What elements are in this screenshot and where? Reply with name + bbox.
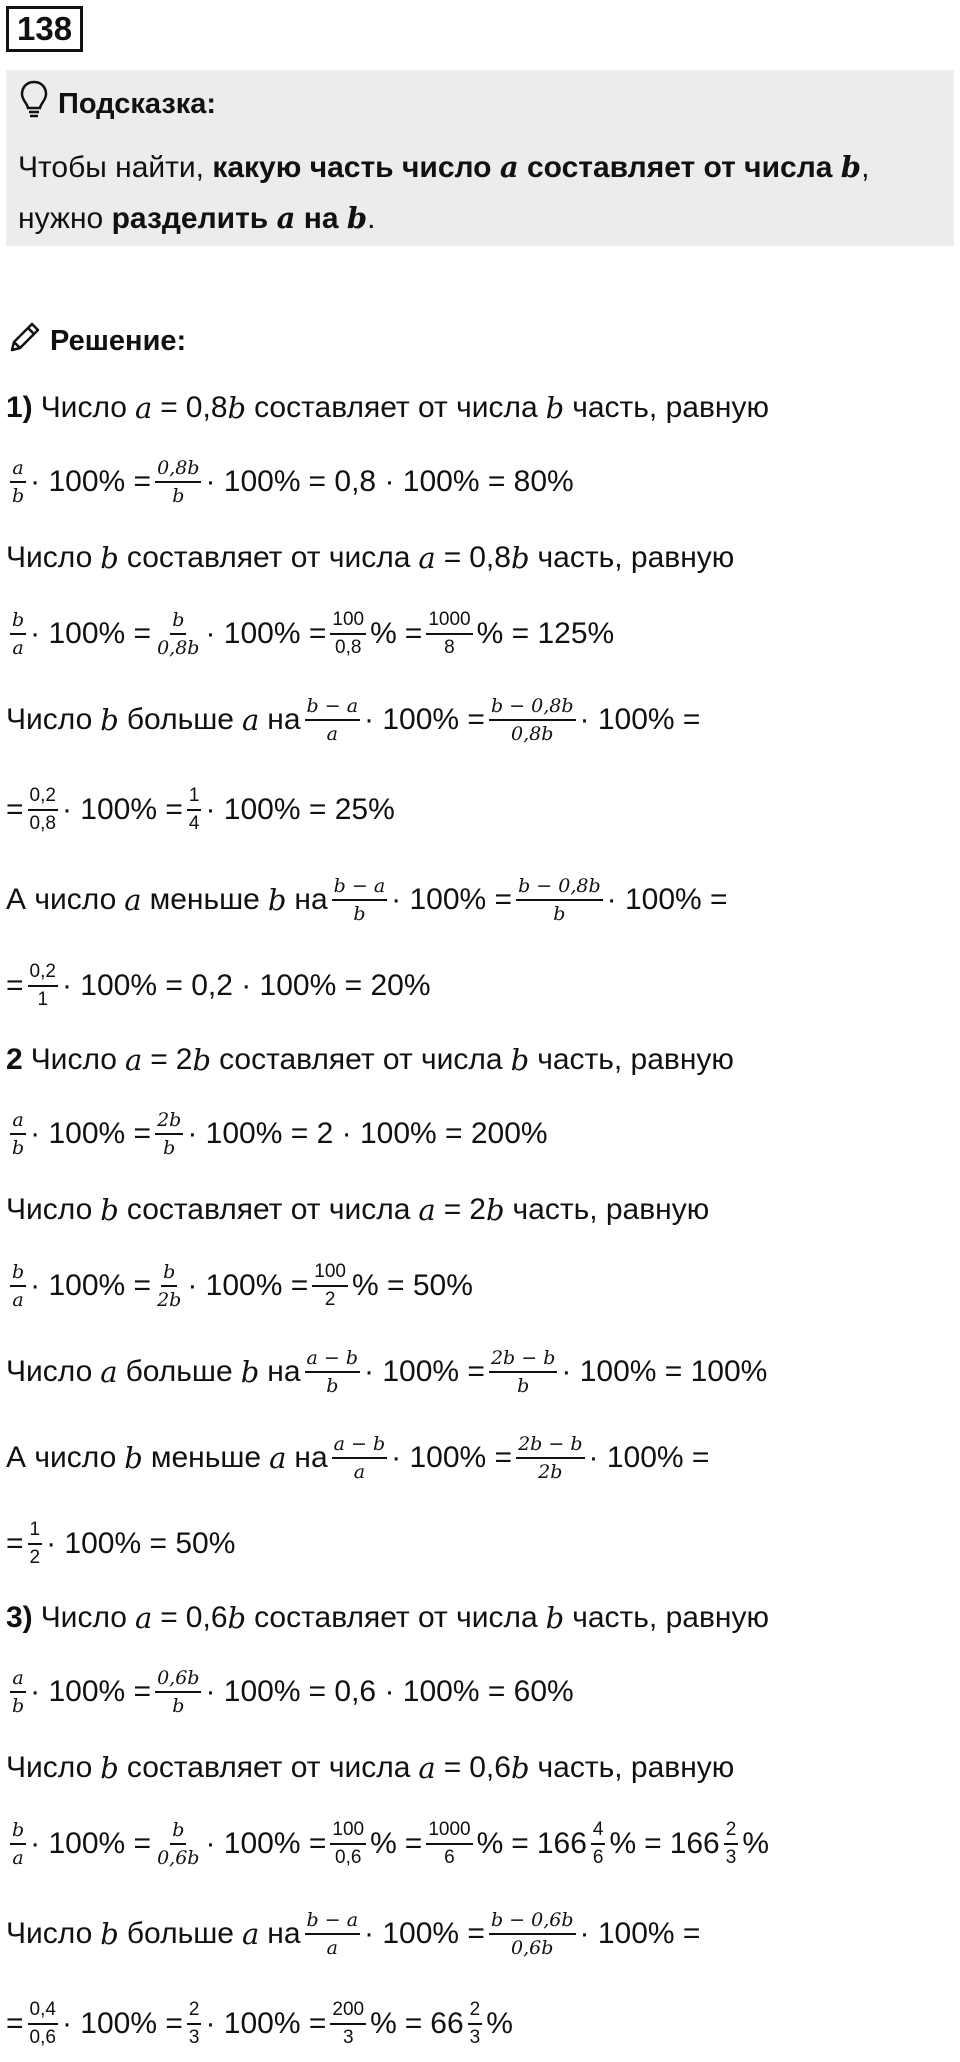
part-number: 1) [6,391,33,424]
eq: = [404,2007,423,2040]
hint-box [6,70,954,246]
denominator: 0,6b [157,1847,200,1869]
fraction [426,1818,472,1870]
solution-header [8,318,186,364]
expr: · 100% = 50% [46,1527,236,1560]
denominator: b [353,903,366,925]
expr: = 0,6 · 100% = 60% [308,1675,574,1708]
var-b: b [227,1601,247,1635]
coef: 0,8 [185,391,228,424]
coef: 0,6 [185,1601,228,1634]
numerator: 2 [724,1818,739,1845]
numerator: 1000 [426,608,472,635]
solution-line [6,1514,235,1574]
numerator: 4 [591,1818,606,1845]
eq: = [6,2007,24,2040]
solution-line [6,1814,769,1874]
var-b: b [510,1751,530,1785]
expr: · 100% [205,1675,301,1708]
word: на [267,1917,301,1950]
task-number: 138 [6,6,83,52]
solution-line [6,956,431,1016]
word: Число [30,1043,117,1076]
solution-line [6,1994,513,2054]
fraction [28,1518,43,1570]
var-a: a [134,1601,153,1635]
whole: 166 [536,1827,587,1860]
solution-line [6,1342,767,1402]
expr: · 100% = [391,1441,513,1474]
eq: = [443,1751,462,1784]
numerator: b − a [305,1908,361,1935]
expr: · 100% = [606,883,728,916]
denominator: 0,6b [511,1937,554,1959]
expr: · 100% = [30,1269,152,1302]
eq: = [443,541,462,574]
fraction [489,694,576,746]
denominator: 3 [725,1847,737,1868]
word: часть, равную [537,1751,735,1784]
expr: · 100% = [364,703,485,736]
hint-text-part: нужно [18,202,112,235]
hint-title: Подсказка: [58,87,217,120]
numerator: a [10,1666,25,1693]
eq: = [160,1601,178,1634]
word: Число [6,1751,93,1784]
var-a: a [269,1441,287,1475]
var-b: b [510,541,530,575]
word: на [267,1355,301,1388]
var-b: b [100,1751,119,1785]
numerator: 1 [28,1518,43,1545]
hint-var: b [346,201,368,235]
expr: · 100% = [61,793,183,826]
numerator: 2b − b [516,1432,584,1459]
numerator: b − 0,8b [489,694,576,721]
solution-line [6,1428,709,1488]
var-b: b [510,1043,530,1077]
var-b: b [267,883,287,917]
denominator: b [517,1375,530,1397]
fraction [155,456,201,508]
var-a: a [134,391,153,425]
eq: = [404,1827,423,1860]
denominator: a [326,1937,338,1959]
word: меньше [149,883,260,916]
var-a: a [241,1917,260,1951]
denominator: 8 [444,637,455,658]
expr: · 100% = [391,883,513,916]
numerator: 2 [468,1998,483,2025]
numerator: 0,2 [28,960,58,987]
hint-text-part: . [367,202,376,235]
var-a: a [124,1043,143,1077]
numerator: 1 [187,784,202,811]
hint-header [20,82,216,126]
word: составляет от числа [126,1193,411,1226]
numerator: b [10,1260,26,1287]
word: больше [126,1917,234,1950]
expr: % [742,1827,770,1860]
eq: = [511,1827,529,1860]
word: Число [6,541,93,574]
whole: 66 [430,2007,464,2040]
denominator: b [172,1695,185,1717]
coef: 2 [469,1193,486,1226]
solution-line [6,870,728,930]
fraction [28,960,58,1012]
word: часть, равную [537,541,735,574]
expr: · 100% = [61,2007,183,2040]
fraction [155,608,201,660]
fraction [330,1818,366,1870]
fraction [332,1432,388,1484]
eq: = [150,1043,168,1076]
fraction [305,1908,361,1960]
denominator: a [353,1461,366,1483]
numerator: b [170,1818,186,1845]
word: составляет от числа [219,1043,503,1076]
var-b: b [545,1601,565,1635]
var-b: b [100,541,119,575]
numerator: b − 0,8b [516,874,603,901]
expr: · 100% = [187,1269,309,1302]
numerator: a [10,456,25,483]
denominator: 0,8b [157,637,200,659]
fraction [155,1108,183,1160]
var-a: a [124,883,142,917]
numerator: b − a [332,874,388,901]
eq: = [6,1527,24,1560]
denominator: a [12,637,24,659]
denominator: 2 [29,1547,41,1568]
coef: 2 [175,1043,193,1076]
numerator: 0,2 [28,784,58,811]
var-b: b [545,391,565,425]
numerator: 2 [187,1998,202,2025]
hint-text-part: Чтобы найти, [18,151,213,184]
word: часть, равную [512,1193,710,1226]
part-number: 2 [6,1043,23,1076]
expr: % = 50% [351,1269,473,1302]
solution-line [6,378,769,438]
fraction [591,1818,606,1870]
eq: = [6,793,24,826]
expr: · 100% = [30,1117,152,1150]
numerator: b [170,608,186,635]
solution-line [6,1256,473,1316]
mixed-number [430,1998,486,2050]
var-b: b [100,1193,119,1227]
mixed-number [537,1818,610,1870]
denominator: a [12,1847,24,1869]
expr: · 100% = [205,2007,327,2040]
hint-var: b [840,150,862,184]
fraction [155,1818,201,1870]
word: на [267,703,301,736]
word: Число [40,1601,127,1634]
fraction [489,1346,557,1398]
expr: · 100% = 100% [561,1355,768,1388]
denominator: b [12,1137,25,1159]
numerator: 200 [330,1998,366,2025]
denominator: 4 [188,813,200,834]
lightbulb-icon [20,80,48,128]
denominator: 0,8 [335,637,362,658]
word: часть, равную [572,391,769,424]
var-a: a [418,541,436,575]
numerator: b − a [305,694,361,721]
var-a: a [241,703,260,737]
coef: 0,8 [469,541,511,574]
whole: 166 [669,1827,720,1860]
fraction [468,1998,483,2050]
expr: % [486,2007,513,2040]
var-a: a [418,1751,436,1785]
expr: · 100% = 25% [205,793,395,826]
denominator: b [163,1137,176,1159]
word: часть, равную [572,1601,769,1634]
expr: % [370,2007,397,2040]
fraction [305,1346,361,1398]
denominator: b [172,485,185,507]
expr: · 100% = [30,617,152,650]
numerator: 0,4 [28,1998,58,2025]
expr: · 100% = [30,1675,152,1708]
word: больше [125,1355,233,1388]
expr: = 0,8 · 100% = 80% [308,465,574,498]
fraction [330,608,366,660]
solution-line [6,452,574,512]
numerator: 2b [155,1108,183,1135]
var-b: b [240,1355,260,1389]
word: часть, равную [537,1043,734,1076]
denominator: 0,8 [29,813,56,834]
denominator: b [12,1695,25,1717]
word: составляет от числа [254,1601,538,1634]
part-number: 3) [6,1601,33,1634]
word: Число [6,1193,93,1226]
numerator: b [10,1818,26,1845]
hint-var: a [499,150,519,184]
fraction [332,874,388,926]
eq: = [443,1193,462,1226]
numerator: 100 [330,1818,366,1845]
solution-line [6,780,395,840]
solution-line [6,1904,700,1964]
expr: · 100% = [588,1441,710,1474]
fraction [28,1998,58,2050]
word: меньше [150,1441,262,1474]
denominator: a [326,723,338,745]
var-b: b [124,1441,143,1475]
solution-line [6,1104,548,1164]
fraction [10,1666,26,1718]
fraction [305,694,361,746]
var-b: b [192,1043,212,1077]
fraction [10,1818,26,1870]
word: Число [6,703,93,736]
solution-line [6,1030,734,1090]
fraction [489,1908,576,1960]
denominator: 0,6 [29,2027,56,2048]
var-a: a [100,1355,118,1389]
denominator: 2 [324,1289,336,1310]
solution-title: Решение: [50,324,187,357]
solution-line [6,604,614,664]
fraction [155,1666,201,1718]
expr: · 100% = [30,1827,152,1860]
var-a: a [418,1193,436,1227]
word: составляет от числа [126,541,411,574]
expr: · 100% = [205,617,327,650]
denominator: b [326,1375,339,1397]
eq: = [404,617,423,650]
solution-line [6,690,700,750]
solution-line [6,528,734,588]
expr: % [370,1827,397,1860]
pencil-icon [8,320,42,362]
solution-line [6,1180,709,1240]
expr: · 100% = [364,1917,485,1950]
var-b: b [227,391,247,425]
hint-bold-part: на [295,202,347,235]
fraction [516,874,603,926]
denominator: b [12,485,25,507]
denominator: 1 [37,989,49,1010]
denominator: 3 [469,2027,481,2048]
solution-line [6,1588,769,1648]
denominator: 3 [188,2027,200,2048]
fraction [10,1108,26,1160]
var-b: b [100,703,119,737]
fraction [28,784,58,836]
denominator: 2b [538,1461,563,1483]
expr: % [609,1827,637,1860]
numerator: b [10,608,26,635]
numerator: a [10,1108,25,1135]
expr: · 100% = [364,1355,485,1388]
word: составляет от числа [254,391,538,424]
fraction [516,1432,584,1484]
denominator: a [12,1289,24,1311]
fraction [187,1998,202,2050]
denominator: 2b [157,1289,182,1311]
numerator: 2b − b [489,1346,557,1373]
expr: · 100% = [205,1827,327,1860]
numerator: 1000 [426,1818,472,1845]
word: А число [6,1441,117,1474]
expr: % [370,617,397,650]
fraction [187,784,202,836]
expr: · 100% [205,465,301,498]
numerator: a − b [332,1432,388,1459]
expr: · 100% = 0,2 · 100% = 20% [61,969,431,1002]
var-b: b [485,1193,505,1227]
hint-bold-part: разделить [111,202,277,235]
numerator: b [161,1260,177,1287]
numerator: 0,8b [155,456,201,483]
fraction [155,1260,183,1312]
hint-text [18,142,938,244]
hint-var: a [276,201,296,235]
expr: · 100% = [579,703,701,736]
hint-bold-part: какую часть число [212,151,500,184]
numerator: a − b [305,1346,361,1373]
word: на [294,1441,328,1474]
denominator: 0,6 [335,1847,362,1868]
fraction [312,1260,348,1312]
numerator: 0,6b [155,1666,201,1693]
expr: · 100% = [30,465,152,498]
word: на [294,883,328,916]
word: составляет от числа [126,1751,411,1784]
eq: = [160,391,178,424]
fraction [10,608,26,660]
fraction [426,608,472,660]
denominator: 3 [342,2027,354,2048]
numerator: 100 [312,1260,348,1287]
expr: · 100% = [579,1917,701,1950]
word: Число [40,391,127,424]
expr: % = 125% [476,617,615,650]
eq: = [644,1827,662,1860]
numerator: 100 [330,608,366,635]
denominator: 6 [592,1847,604,1868]
word: Число [6,1355,93,1388]
fraction [330,1998,366,2050]
mixed-number [670,1818,743,1870]
hint-bold-part: составляет от числа [518,151,841,184]
fraction [724,1818,739,1870]
numerator: b − 0,6b [489,1908,576,1935]
hint-text-part: , [861,151,870,184]
word: А число [6,883,117,916]
word: больше [126,703,234,736]
fraction [10,1260,26,1312]
coef: 0,6 [469,1751,511,1784]
expr: % [476,1827,504,1860]
word: Число [6,1917,93,1950]
expr: · 100% = 2 · 100% = 200% [187,1117,548,1150]
denominator: b [553,903,566,925]
solution-line [6,1738,734,1798]
eq: = [6,969,24,1002]
denominator: 6 [444,1847,455,1868]
denominator: 0,8b [511,723,554,745]
fraction [10,456,26,508]
var-b: b [100,1917,119,1951]
solution-line [6,1662,574,1722]
